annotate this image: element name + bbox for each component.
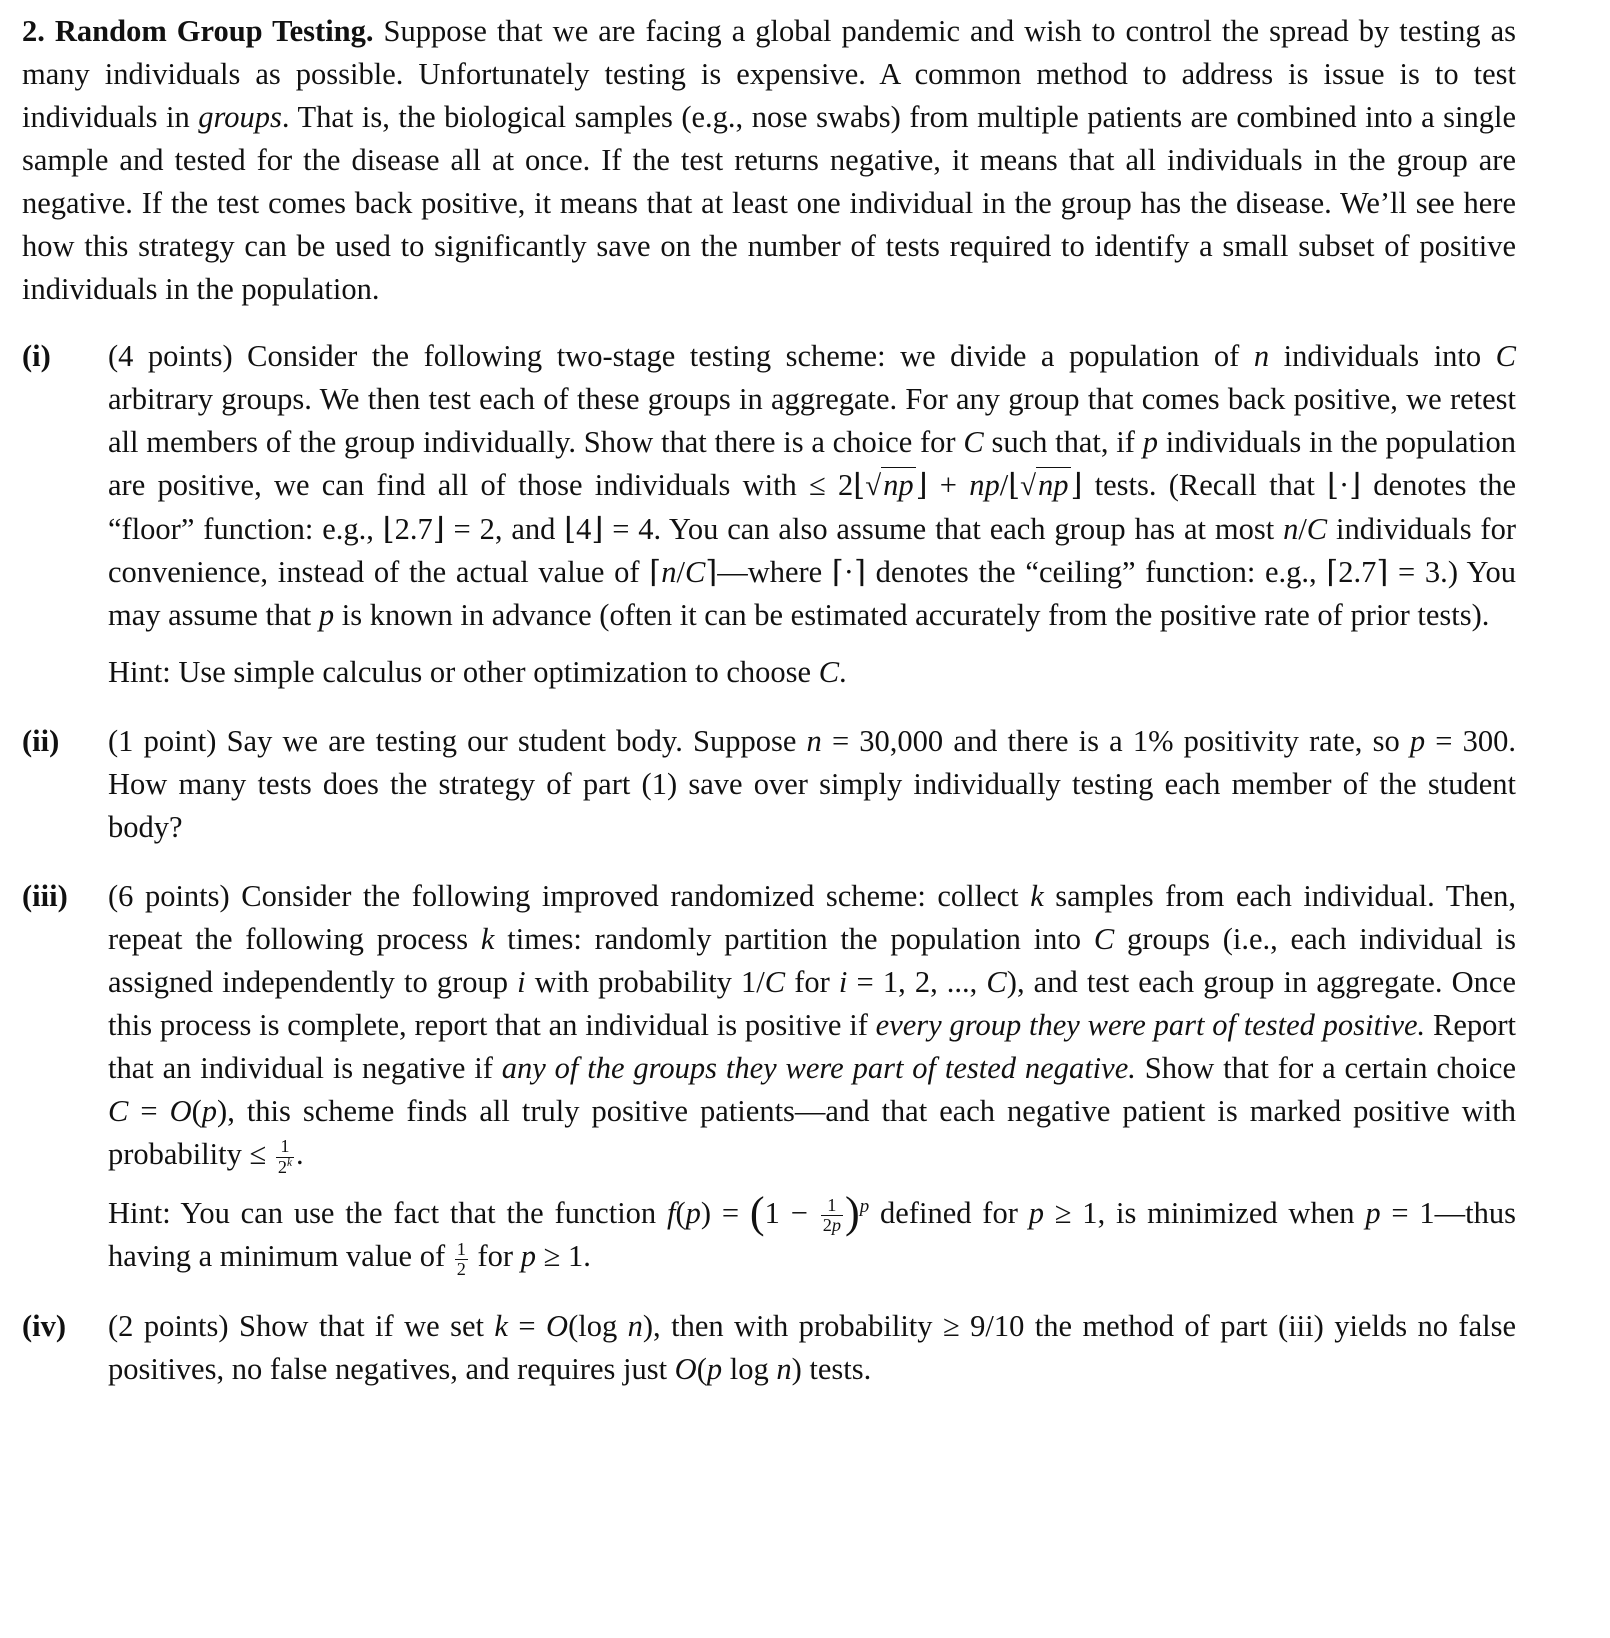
- part-iii-text: (6 points) Consider the following improved randomized scheme: collect k samples from each individual. Then, repeat the following process k times: randomly partition the population into C groups (i.e., each individual is assigned independently to group i with probability 1/C for i = 1, 2, ..., C), and test each group in aggregate. Once this process is complete, report that an individual is positive if every group they were part of tested positive. Report that an individual is negative if any of the groups they were part of tested negative. Show that for a certain choice C = O(p), this scheme finds all truly positive patients—and that each negative patient is marked positive with probability ≤ $\frac{1}{2^k}$ .: [108, 879, 1516, 1177]
- part-iv-label: (iv): [22, 1309, 67, 1344]
- part-i: [22, 335, 1516, 694]
- part-i-text: (4 points) Consider the following two-stage testing scheme: we divide a population of n individuals into C arbitrary groups. We then test each of these groups in aggregate. For any group that comes back positive, we retest all members of the group individually. Show that there is a choice for C such that, if p individuals in the population are positive, we can find all of those individuals with ≤ 2⌊√np⌋ + np/⌊√np⌋ tests. (Recall that ⌊·⌋ denotes the “floor” function: e.g., ⌊2.7⌋ = 2, and ⌊4⌋ = 4. You can also assume that each group has at most n/C individuals for convenience, instead of the actual value of ⌈n/C⌉—where ⌈·⌉ denotes the “ceiling” function: e.g., ⌈2.7⌉ = 3.) You may assume that p is known in advance (often it can be estimated accurately from the positive rate of prior tests).: [108, 339, 1517, 632]
- part-i-hint: Hint: Use simple calculus or other optimization to choose C.: [108, 655, 847, 689]
- part-iii-hint: Hint: You can use the fact that the function f(p) = (1 − $\frac{1}{2p}$ )$^p$ defined for p ≥ 1, is minimized when p = 1—thus having a minimum value of $\frac{1}{2}$ for p ≥ 1.: [108, 1187, 1516, 1279]
- problem-title: Random Group Testing.: [54, 14, 374, 48]
- part-iii-label: (iii): [22, 879, 68, 913]
- problem-number: 2.: [22, 14, 45, 48]
- part-ii-text: (1 point) Say we are testing our student body. Suppose n = 30,000 and there is a 1% positivity rate, so p = 300. How many tests does the strategy of part (1) save over simply individually testing each member of the student body?: [108, 724, 1517, 844]
- part-iv: [22, 1305, 1516, 1391]
- part-ii: [22, 720, 1516, 849]
- intro-emphasis: groups: [198, 100, 282, 134]
- intro-text-b: . That is, the biological samples (e.g., nose swabs) from multiple patients are combined into a single sample and tested for the disease all at once. If the test returns negative, it means that all individuals in the group are negative. If the test comes back positive, it means that at least one individual in the group has the disease. We’ll see here how this strategy can be used to significantly save on the number of tests required to identify a small subset of positive individuals in the population.: [22, 100, 1517, 306]
- part-i-label: (i): [22, 339, 51, 373]
- part-iv-text: (2 points) Show that if we set k = O(log n), then with probability ≥ 9/10 the method of part (iii) yields no false positives, no false negatives, and requires just O(p log n) tests.: [108, 1309, 1516, 1387]
- problem-document: [22, 10, 1516, 1417]
- problem-intro: [22, 10, 1516, 311]
- part-ii-label: (ii): [22, 724, 60, 758]
- intro-text-a: Suppose that we are facing a global pandemic and wish to control the spread by testing as many individuals as possible. Unfortunately testing is expensive. A common method to address is issue is to test individuals in: [22, 14, 1516, 134]
- part-iii: [22, 875, 1516, 1279]
